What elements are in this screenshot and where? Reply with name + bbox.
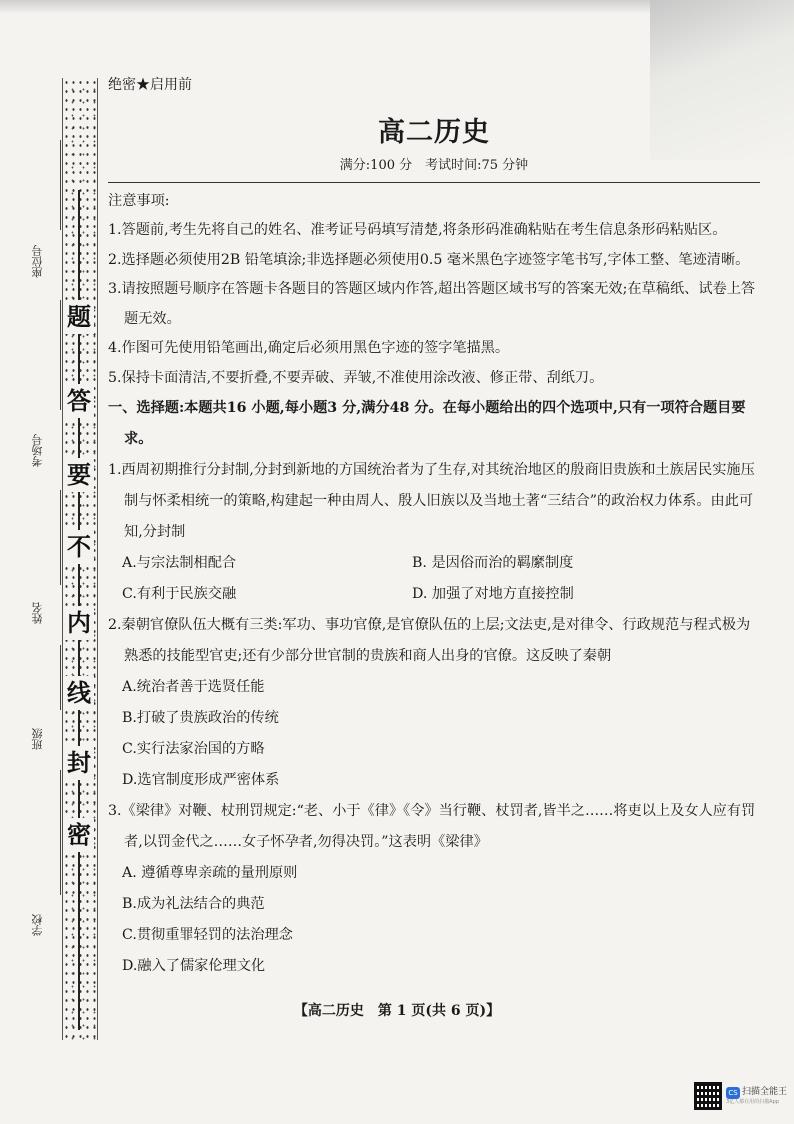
- seal-char: 密: [64, 818, 94, 852]
- scanner-logo-icon: CS: [726, 1087, 740, 1099]
- seal-char: 题: [64, 300, 94, 334]
- page-title: 高二历史: [378, 117, 490, 148]
- notice-item: 3.请按照题号顺序在答题卡各题目的答题区域内作答,超出答题区域书写的答案无效;在草稿纸、试卷上答题无效。: [108, 281, 756, 327]
- option-a: A.统治者善于选贤任能: [122, 679, 265, 695]
- scanner-tagline: 3亿人都在用的扫描App: [726, 1098, 779, 1105]
- page-footer: 【高二历史 第 1 页(共 6 页)】: [293, 1003, 501, 1019]
- seal-char: 要: [64, 458, 94, 492]
- seat-number-field: 座位号: [31, 245, 44, 279]
- option-c: C.实行法家治国的方略: [122, 741, 265, 757]
- name-line: [60, 490, 61, 585]
- notice-item: 5.保持卡面清洁,不要折叠,不要弄破、弄皱,不准使用涂改液、修正带、刮纸刀。: [108, 369, 604, 386]
- section-heading: 一、选择题:本题共16 小题,每小题3 分,满分48 分。在每小题给出的四个选项中,只有一项符合题目要求。: [108, 400, 746, 447]
- seal-char: 答: [64, 384, 94, 418]
- scanner-name: 扫描全能王: [742, 1087, 788, 1097]
- question-stem: 1.西周初期推行分封制,分封到新地的方国统治者为了生存,对其统治地区的殷商旧贵族和土族居民实施压制与怀柔相统一的策略,构建起一种由周人、殷人旧族以及当地土著“三结合”的政治权力体系。由此可知,分封制: [108, 462, 755, 540]
- school-field: 学校: [31, 914, 44, 936]
- school-line: [60, 770, 61, 895]
- option-c: C.贯彻重罪轻罚的法治理念: [122, 927, 293, 943]
- seal-char: 线: [64, 676, 94, 710]
- notice-item: 2.选择题必须使用2B 铅笔填涂;非选择题必须使用0.5 毫米黑色字迹签字笔书写,字体工整、笔迹清晰。: [108, 251, 750, 268]
- exam-room-field: 考场号: [31, 434, 44, 468]
- exam-room-line: [60, 300, 61, 410]
- option-b: B.打破了贵族政治的传统: [122, 710, 279, 726]
- class-line: [60, 645, 61, 710]
- option-b: B.成为礼法结合的典范: [122, 896, 265, 912]
- option-d: D. 加强了对地方直接控制: [412, 586, 574, 602]
- name-field: 姓名: [31, 602, 44, 624]
- option-a: A.与宗法制相配合: [122, 555, 237, 571]
- option-a: A. 遵循尊卑亲疏的量刑原则: [122, 865, 298, 881]
- question-2: [108, 610, 760, 796]
- header-divider: [108, 182, 760, 183]
- qr-code-icon: [694, 1082, 722, 1110]
- seat-number-line: [60, 140, 61, 230]
- question-3: [108, 796, 760, 982]
- option-d: D.融入了儒家伦理文化: [122, 958, 266, 974]
- options-grid: [108, 548, 760, 610]
- exam-content: [108, 72, 760, 982]
- exam-meta: 满分:100 分 考试时间:75 分钟: [339, 158, 529, 173]
- secret-mark: 绝密★启用前: [108, 77, 192, 93]
- option-c: C.有利于民族交融: [122, 586, 237, 602]
- class-field: 班级: [31, 728, 44, 750]
- notice-item: 4.作图可先使用铅笔画出,确定后必须用黑色字迹的签字笔描黑。: [108, 340, 510, 356]
- notice-heading: 注意事项:: [108, 193, 170, 209]
- question-1: [108, 455, 760, 610]
- option-d: D.选官制度形成严密体系: [122, 772, 280, 788]
- notice-item: 1.答题前,考生先将自己的姓名、准考证号码填写清楚,将条形码准确粘贴在考生信息条形码粘贴区。: [108, 222, 727, 238]
- question-stem: 2.秦朝官僚队伍大概有三类:军功、事功官僚,是官僚队伍的上层;文法吏,是对律令、行政规范与程式极为熟悉的技能型官吏;还有少部分世官制的贵族和商人出身的官僚。这反映了秦朝: [108, 617, 751, 664]
- option-b: B. 是因俗而治的羁縻制度: [412, 555, 574, 571]
- seal-char: 不: [64, 530, 94, 564]
- seal-char: 内: [64, 606, 94, 640]
- scanner-watermark: [694, 1081, 790, 1111]
- seal-char: 封: [64, 746, 94, 780]
- question-stem: 3.《梁律》对鞭、杖刑罚规定:“老、小于《律》《令》当行鞭、杖罚者,皆半之……将吏以上及女人应有罚者,以罚金代之……女子怀孕者,勿得决罚。”这表明《梁律》: [108, 803, 756, 850]
